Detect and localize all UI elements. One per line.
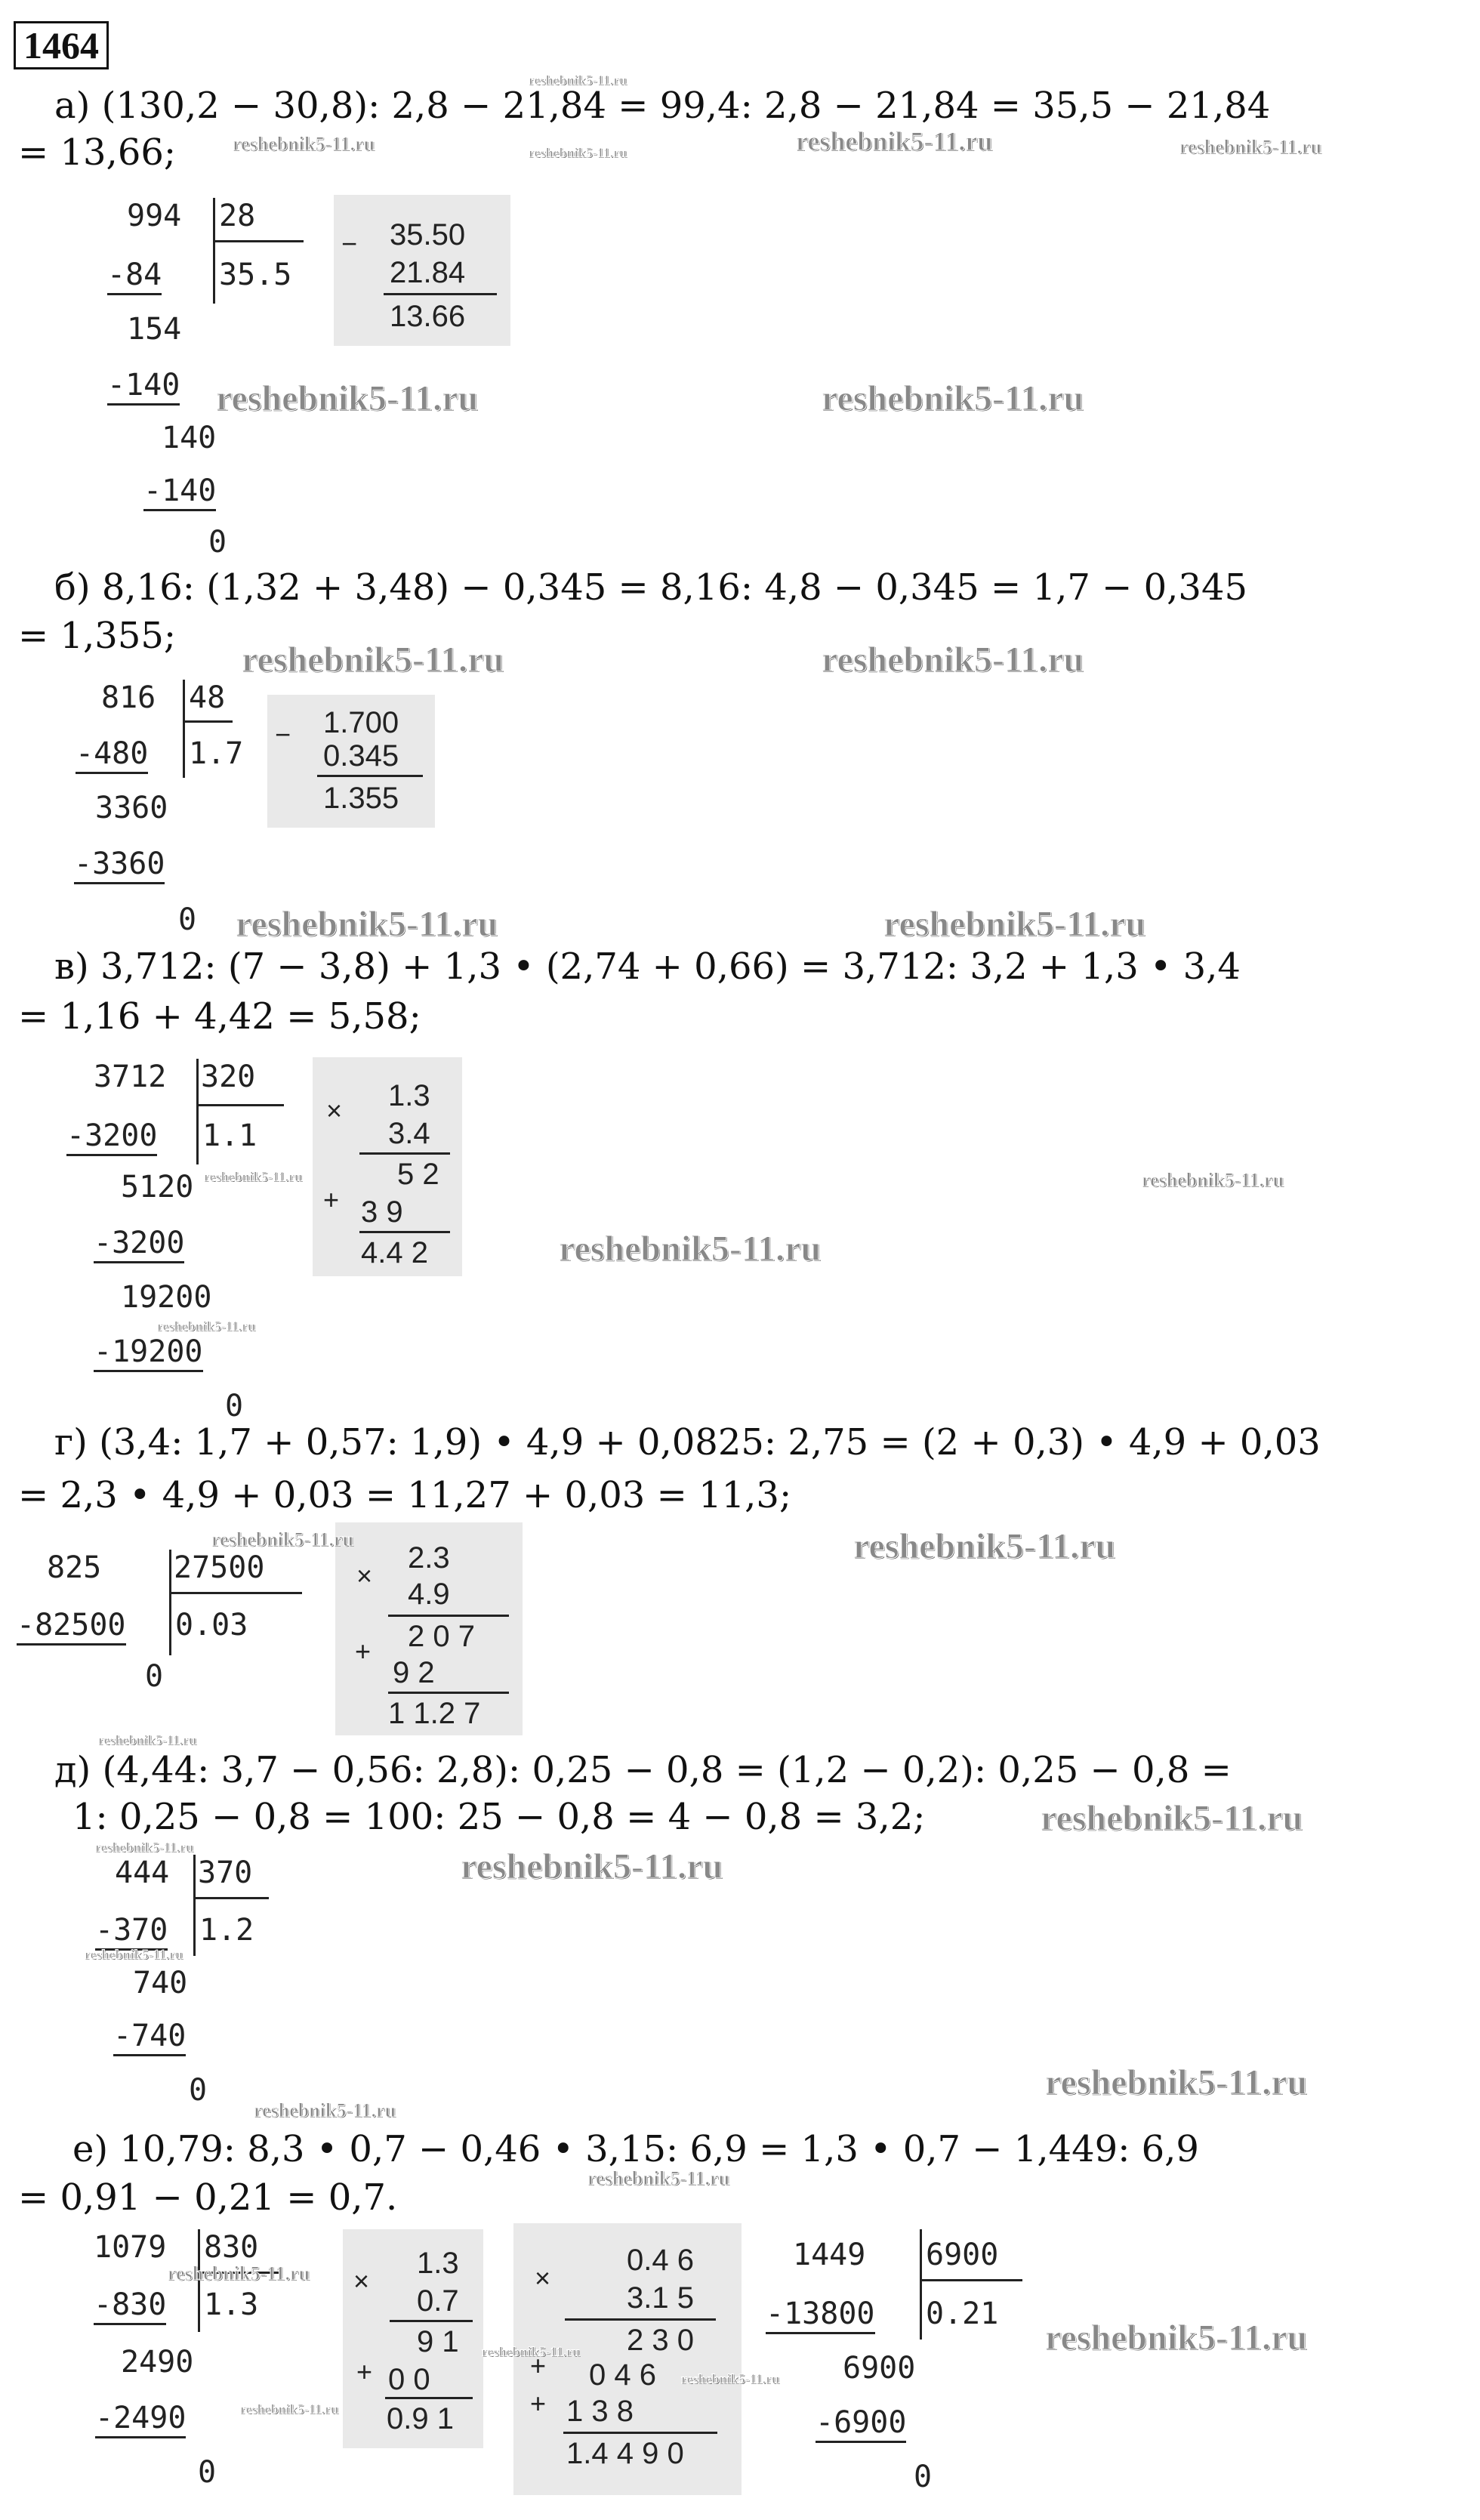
- watermark: reshebnik5-11.ru: [559, 1229, 822, 1269]
- problem-number: 1464: [14, 21, 109, 69]
- part-g-multiplication-panel: × 2.3 4.9 2 0 7 + 9 2 1 1.2 7: [335, 1522, 523, 1735]
- watermark: reshebnik5-11.ru: [529, 145, 627, 160]
- watermark: reshebnik5-11.ru: [216, 378, 479, 418]
- watermark: reshebnik5-11.ru: [1045, 2318, 1308, 2358]
- watermark: reshebnik5-11.ru: [236, 904, 498, 944]
- part-g-line2: = 2,3 • 4,9 + 0,03 = 11,27 + 0,03 = 11,3;: [18, 1474, 792, 1516]
- part-v-multiplication-panel: × 1.3 3.4 5 2 + 3 9 4.4 2: [313, 1057, 462, 1276]
- watermark: reshebnik5-11.ru: [233, 133, 375, 155]
- part-a-subtraction-panel: − 35.50 21.84 13.66: [334, 195, 510, 346]
- watermark: reshebnik5-11.ru: [482, 2344, 581, 2359]
- watermark: reshebnik5-11.ru: [242, 640, 504, 680]
- watermark: reshebnik5-11.ru: [587, 2167, 730, 2189]
- part-b-line2: = 1,355;: [18, 615, 177, 657]
- watermark: reshebnik5-11.ru: [254, 2099, 396, 2121]
- watermark: reshebnik5-11.ru: [822, 640, 1084, 680]
- watermark: reshebnik5-11.ru: [822, 378, 1084, 418]
- part-e-line2: = 0,91 − 0,21 = 0,7.: [18, 2176, 398, 2219]
- part-v-line1: в) 3,712: (7 − 3,8) + 1,3 • (2,74 + 0,66) = 3,712: 3,2 + 1,3 • 3,4: [54, 945, 1241, 988]
- part-e-multiplication-1-panel: × 1.3 0.7 9 1 + 0 0 0.9 1: [343, 2229, 483, 2448]
- watermark: reshebnik5-11.ru: [204, 1169, 303, 1184]
- watermark: reshebnik5-11.ru: [796, 126, 993, 156]
- watermark: reshebnik5-11.ru: [95, 1840, 194, 1855]
- watermark: reshebnik5-11.ru: [85, 1947, 183, 1962]
- part-b-line1: б) 8,16: (1,32 + 3,48) − 0,345 = 8,16: 4,8 − 0,345 = 1,7 − 0,345: [54, 566, 1248, 609]
- part-a-line1: а) (130,2 − 30,8): 2,8 − 21,84 = 99,4: 2,8 − 21,84 = 35,5 − 21,84: [54, 85, 1271, 127]
- part-d-line1: д) (4,44: 3,7 − 0,56: 2,8): 0,25 − 0,8 = (1,2 − 0,2): 0,25 − 0,8 =: [54, 1749, 1232, 1791]
- watermark: reshebnik5-11.ru: [853, 1526, 1116, 1566]
- watermark: reshebnik5-11.ru: [529, 72, 627, 88]
- watermark: reshebnik5-11.ru: [681, 2371, 780, 2386]
- watermark: reshebnik5-11.ru: [168, 2262, 310, 2284]
- watermark: reshebnik5-11.ru: [1179, 136, 1322, 158]
- watermark: reshebnik5-11.ru: [98, 1732, 197, 1747]
- part-e-multiplication-2-panel: × 0.4 6 3.1 5 2 3 0 + 0 4 6 + 1 3 8 1.4 4 9 0: [513, 2223, 742, 2495]
- part-b-subtraction-panel: − 1.700 0.345 1.355: [267, 695, 435, 828]
- watermark: reshebnik5-11.ru: [211, 1528, 354, 1550]
- part-a-line2: = 13,66;: [18, 131, 177, 174]
- watermark: reshebnik5-11.ru: [240, 2401, 339, 2417]
- watermark: reshebnik5-11.ru: [1041, 1798, 1303, 1838]
- watermark: reshebnik5-11.ru: [157, 1319, 256, 1334]
- watermark: reshebnik5-11.ru: [461, 1846, 723, 1886]
- watermark: reshebnik5-11.ru: [1045, 2062, 1308, 2102]
- part-g-line1: г) (3,4: 1,7 + 0,57: 1,9) • 4,9 + 0,0825: 2,75 = (2 + 0,3) • 4,9 + 0,03: [54, 1421, 1321, 1464]
- watermark: reshebnik5-11.ru: [1142, 1169, 1284, 1191]
- watermark: reshebnik5-11.ru: [883, 904, 1146, 944]
- part-d-line2: 1: 0,25 − 0,8 = 100: 25 − 0,8 = 4 − 0,8 = 3,2;: [72, 1796, 926, 1838]
- part-v-line2: = 1,16 + 4,42 = 5,58;: [18, 995, 421, 1038]
- part-e-line1: е) 10,79: 8,3 • 0,7 − 0,46 • 3,15: 6,9 = 1,3 • 0,7 − 1,449: 6,9: [72, 2128, 1199, 2170]
